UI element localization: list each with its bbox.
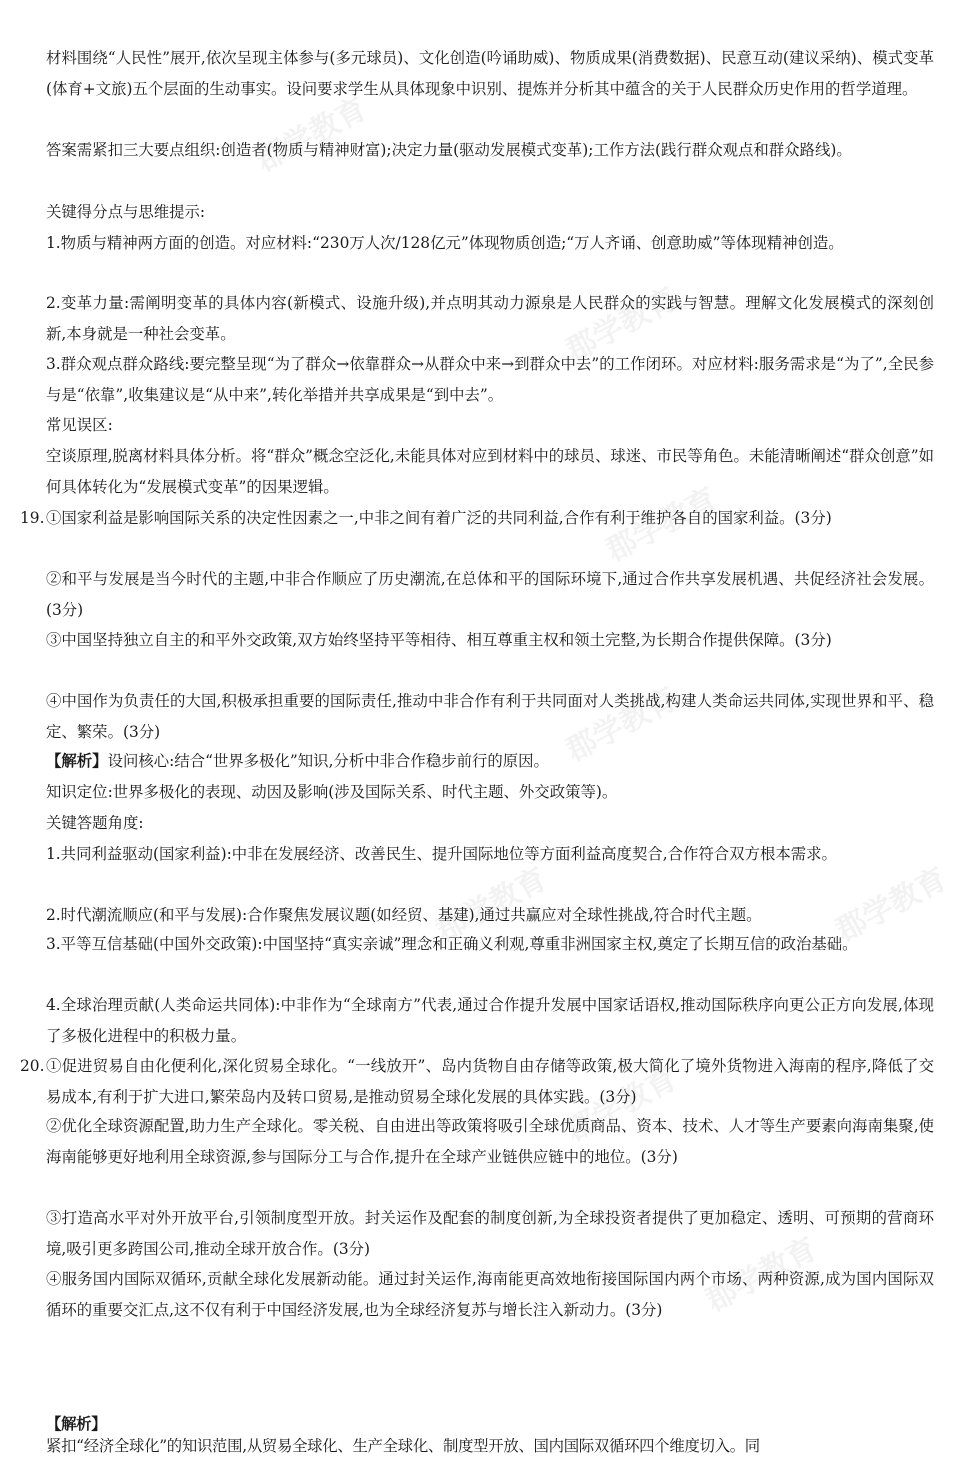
mistakes-heading: 常见误区: <box>46 416 113 434</box>
q20-answer-3: ③打造高水平对外开放平台,引领制度型开放。封关运作及配套的制度创新,为全球投资者提供了更加稳定、透明、可预期的营商环境,吸引更多跨国公司,推动全球开放合作。(3分) <box>46 1209 934 1258</box>
q19-answer-1: ①国家利益是影响国际关系的决定性因素之一,中非之间有着广泛的共同利益,合作有利于维护各自的国家利益。(3分) <box>46 509 832 527</box>
key-point-3: 3.群众观点群众路线:要完整呈现“为了群众→依靠群众→从群众中来→到群众中去”的工作闭环。对应材料:服务需求是“为了”,全民参与是“依靠”,收集建议是“从中来”,转化举措并共享成果是“到中去”。 <box>46 355 934 404</box>
question-number-19: 19. <box>20 509 45 527</box>
q19-answer-4: ④中国作为负责任的大国,积极承担重要的国际责任,推动中非合作有利于共同面对人类挑战,构建人类命运共同体,实现世界和平、稳定、繁荣。(3分) <box>46 692 934 741</box>
intro-paragraph-1: 材料围绕“人民性”展开,依次呈现主体参与(多元球员)、文化创造(吟诵助威)、物质成果(消费数据)、民意互动(建议采纳)、模式变革(体育+文旅)五个层面的生动事实。设问要求学生从具体现象中识别、提炼并分析其中蕴含的关于人民群众历史作用的哲学道理。 <box>46 49 934 98</box>
mistakes-text: 空谈原理,脱离材料具体分析。将“群众”概念空泛化,未能具体对应到材料中的球员、球迷、市民等角色。未能清晰阐述“群众创意”如何具体转化为“发展模式变革”的因果逻辑。 <box>46 447 934 496</box>
q19-answer-2: ②和平与发展是当今时代的主题,中非合作顺应了历史潮流,在总体和平的国际环境下,通过合作共享发展机遇、共促经济社会发展。(3分) <box>46 570 934 619</box>
watermark: 郡学教育 <box>830 861 953 949</box>
key-point-1: 1.物质与精神两方面的创造。对应材料:“230万人次/128亿元”体现物质创造;“万人齐诵、创意助威”等体现精神创造。 <box>46 234 844 252</box>
q20-answer-1: ①促进贸易自由化便利化,深化贸易全球化。“一线放开”、岛内货物自由存储等政策,极大简化了境外货物进入海南的程序,降低了交易成本,有利于扩大进口,繁荣岛内及转口贸易,是推动贸易全球化发展的具体实践。(3分) <box>46 1057 934 1106</box>
watermark: 郡学教育 <box>560 1061 683 1149</box>
watermark: 郡学教育 <box>430 861 553 949</box>
q19-angle-3: 3.平等互信基础(中国外交政策):中国坚持“真实亲诚”理念和正确义利观,尊重非洲国家主权,奠定了长期互信的政治基础。 <box>46 935 858 953</box>
q19-angles-heading: 关键答题角度: <box>46 814 144 832</box>
watermark: 郡学教育 <box>560 681 683 769</box>
analysis-text: 设问核心:结合“世界多极化”知识,分析中非合作稳步前行的原因。 <box>107 752 549 770</box>
analysis-tag: 【解析】 <box>46 752 108 770</box>
q20-answer-4: ④服务国内国际双循环,贡献全球化发展新动能。通过封关运作,海南能更高效地衔接国际国内两个市场、两种资源,成为国内国际双循环的重要交汇点,这不仅有利于中国经济发展,也为全球经济复苏与增长注入新动力。(3分) <box>46 1270 934 1319</box>
q19-angle-1: 1.共同利益驱动(国家利益):中非在发展经济、改善民生、提升国际地位等方面利益高度契合,合作符合双方根本需求。 <box>46 845 837 863</box>
q19-knowledge: 知识定位:世界多极化的表现、动因及影响(涉及国际关系、时代主题、外交政策等)。 <box>46 783 618 801</box>
key-point-2: 2.变革力量:需阐明变革的具体内容(新模式、设施升级),并点明其动力源泉是人民群众的实践与智慧。理解文化发展模式的深刻创新,本身就是一种社会变革。 <box>46 294 934 343</box>
q20-analysis-cutoff <box>46 1415 934 1455</box>
analysis-text: 紧扣“经济全球化”的知识范围,从贸易全球化、生产全球化、制度型开放、国内国际双循环四个维度切入。同 <box>46 1437 760 1455</box>
intro-paragraph-2: 答案需紧扣三大要点组织:创造者(物质与精神财富);决定力量(驱动发展模式变革);工作方法(践行群众观点和群众路线)。 <box>46 141 852 159</box>
q19-analysis <box>46 746 934 777</box>
q19-answer-3: ③中国坚持独立自主的和平外交政策,双方始终坚持平等相待、相互尊重主权和领土完整,为长期合作提供保障。(3分) <box>46 631 832 649</box>
key-points-heading: 关键得分点与思维提示: <box>46 203 206 221</box>
q19-angle-2: 2.时代潮流顺应(和平与发展):合作聚焦发展议题(如经贸、基建),通过共赢应对全球性挑战,符合时代主题。 <box>46 906 762 924</box>
watermark: 郡学教育 <box>700 1231 823 1319</box>
question-number-20: 20. <box>20 1057 45 1075</box>
analysis-tag: 【解析】 <box>46 1415 107 1433</box>
q20-answer-2: ②优化全球资源配置,助力生产全球化。零关税、自由进出等政策将吸引全球优质商品、资本、技术、人才等生产要素向海南集聚,使海南能够更好地利用全球资源,参与国际分工与合作,提升在全球产业链供应链中的地位。(3分) <box>46 1117 934 1166</box>
watermark: 郡学教育 <box>600 481 723 569</box>
watermark: 郡学教育 <box>560 281 683 369</box>
q19-angle-4: 4.全球治理贡献(人类命运共同体):中非作为“全球南方”代表,通过合作提升发展中国家话语权,推动国际秩序向更公正方向发展,体现了多极化进程中的积极力量。 <box>46 996 934 1045</box>
watermark: 郡学教育 <box>250 91 373 179</box>
